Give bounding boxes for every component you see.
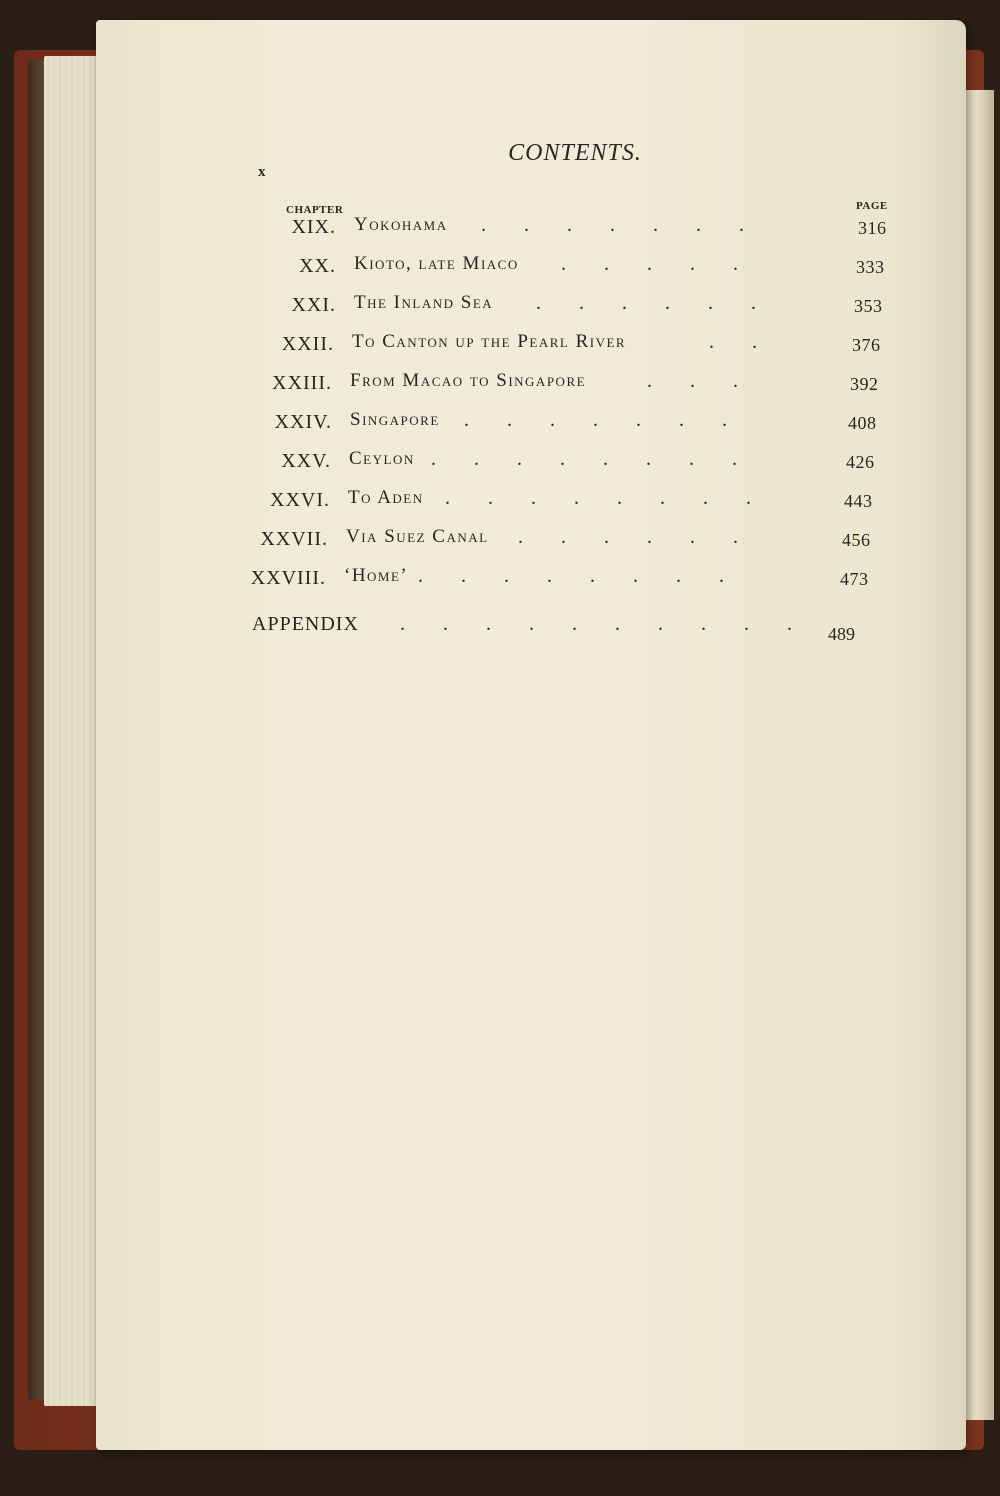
chapter-title: ‘Home’ xyxy=(344,565,409,586)
page-number: x xyxy=(258,164,266,180)
chapter-page: 408 xyxy=(848,413,877,433)
chapter-page: 376 xyxy=(852,335,881,355)
page-edges xyxy=(44,56,104,1406)
toc-row xyxy=(250,524,890,554)
leader-dots: ..... xyxy=(561,253,776,275)
chapter-number: XIX. xyxy=(291,216,336,238)
toc-row xyxy=(254,407,894,437)
chapter-title: Yokohama xyxy=(354,214,448,235)
leader-dots: ...... xyxy=(518,526,776,548)
chapter-title: Ceylon xyxy=(349,448,415,469)
toc-row xyxy=(256,329,896,359)
toc-row xyxy=(248,563,888,593)
chapter-title: Singapore xyxy=(350,409,440,430)
leader-dots: .. xyxy=(709,331,795,353)
chapter-title: To Aden xyxy=(348,487,424,508)
chapter-page: 426 xyxy=(846,452,875,472)
chapter-page: 473 xyxy=(840,569,869,589)
chapter-number: XXVI. xyxy=(270,489,330,511)
chapter-title: Via Suez Canal xyxy=(346,526,489,547)
toc-row xyxy=(254,368,894,398)
leader-dots: ........ xyxy=(445,487,789,509)
chapter-page: 353 xyxy=(854,296,883,316)
chapter-page: 443 xyxy=(844,491,873,511)
leader-dots: ...... xyxy=(536,292,794,314)
chapter-title: Kioto, late Miaco xyxy=(354,253,519,274)
chapter-page: 333 xyxy=(856,257,885,277)
chapter-number: XXVII. xyxy=(260,528,328,550)
chapter-title: To Canton up the Pearl River xyxy=(352,331,627,352)
chapter-title: From Macao to Singapore xyxy=(350,370,587,391)
chapter-number: XXIII. xyxy=(272,372,332,394)
leader-dots: ........ xyxy=(431,448,775,470)
leader-dots: ....... xyxy=(481,214,782,236)
chapter-page: 392 xyxy=(850,374,879,394)
chapter-number: XXIV. xyxy=(274,411,332,433)
toc-row xyxy=(258,290,898,320)
appendix-page: 489 xyxy=(828,624,855,644)
appendix-label: APPENDIX xyxy=(252,613,359,635)
chapter-page: 316 xyxy=(858,218,887,238)
chapter-title: The Inland Sea xyxy=(354,292,494,313)
chapter-number: XXI. xyxy=(291,294,336,316)
toc-row xyxy=(258,251,898,281)
column-header-chapter: CHAPTER xyxy=(286,204,344,216)
running-head: CONTENTS. xyxy=(508,140,642,166)
chapter-number: XX. xyxy=(299,255,336,277)
toc-row xyxy=(258,212,898,242)
chapter-number: XXII. xyxy=(281,333,334,355)
column-header-page: PAGE xyxy=(856,200,888,212)
leader-dots: ... xyxy=(647,370,776,392)
leader-dots: ....... xyxy=(464,409,765,431)
leader-dots: ........ xyxy=(418,565,762,587)
appendix-leader-dots: .......... xyxy=(400,613,830,635)
chapter-number: XXV. xyxy=(281,450,331,472)
toc-row xyxy=(252,485,892,515)
toc-row xyxy=(253,446,893,476)
chapter-number: XXVIII. xyxy=(250,567,326,589)
chapter-page: 456 xyxy=(842,530,871,550)
